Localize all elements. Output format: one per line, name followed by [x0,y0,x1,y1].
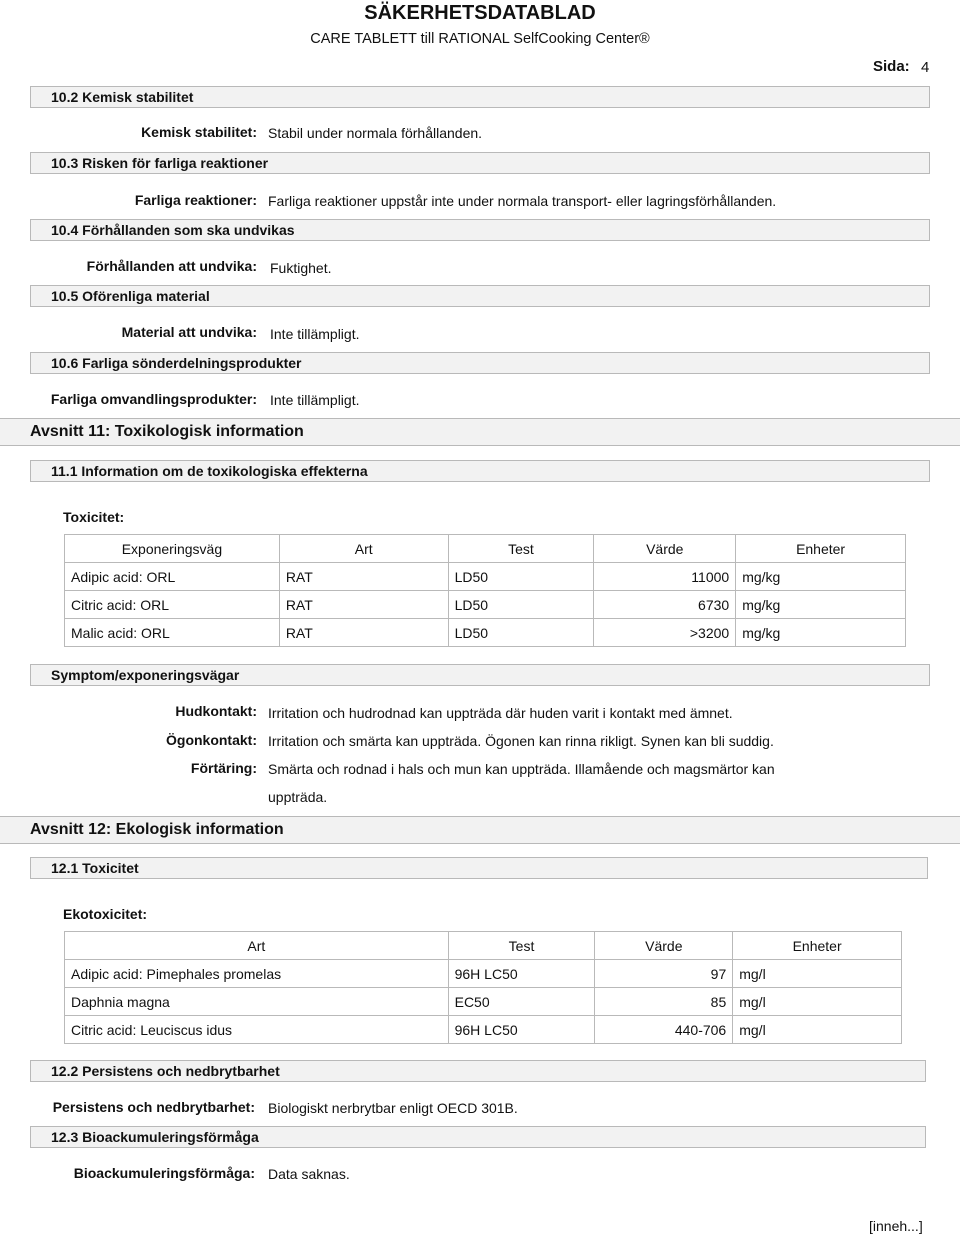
conditions-to-avoid-label: Förhållanden att undvika: [86,258,257,274]
table-row [65,591,906,619]
toxicity-label: Toxicitet: [63,509,125,525]
table-cell: LD50 [448,591,594,619]
table-cell: mg/kg [736,619,906,647]
table-cell: RAT [279,591,448,619]
eye-contact-value: Irritation och smärta kan uppträda. Ögonen kan rinna rikligt. Synen kan bli suddig. [268,733,774,749]
column-header: Enheter [733,932,902,960]
table-cell: RAT [279,563,448,591]
table-cell: mg/kg [736,563,906,591]
eye-contact-label: Ögonkontakt: [166,732,257,748]
subsection-11-1-heading: 11.1 Information om de toxikologiska effekterna [30,460,930,482]
column-header: Art [65,932,449,960]
subsection-12-1-heading: 12.1 Toxicitet [30,857,928,879]
ingestion-value: Smärta och rodnad i hals och mun kan uppträda. Illamående och magsmärtor kan [268,761,775,777]
subsection-12-3-heading: 12.3 Bioackumuleringsförmåga [30,1126,926,1148]
continuation-marker: [inneh...] [869,1218,923,1234]
subsection-10-6-heading: 10.6 Farliga sönderdelningsprodukter [30,352,930,374]
persistence-value: Biologiskt nerbrytbar enligt OECD 301B. [268,1100,518,1116]
table-cell: Adipic acid: ORL [65,563,280,591]
conditions-to-avoid-value: Fuktighet. [270,260,332,276]
chemical-stability-value: Stabil under normala förhållanden. [268,125,483,141]
column-header: Art [279,535,448,563]
hazardous-reactions-label: Farliga reaktioner: [134,192,257,208]
table-row [65,1016,902,1044]
subsection-10-3-heading: 10.3 Risken för farliga reaktioner [30,152,930,174]
ingestion-value-continued: uppträda. [268,789,328,805]
subsection-10-4-heading: 10.4 Förhållanden som ska undvikas [30,219,930,241]
subsection-10-2-heading: 10.2 Kemisk stabilitet [30,86,930,108]
table-row [65,988,902,1016]
table-cell: EC50 [448,988,595,1016]
table-cell: mg/l [733,960,902,988]
subsection-10-5-heading: 10.5 Oförenliga material [30,285,930,307]
ingestion-label: Förtäring: [190,760,257,776]
decomposition-products-value: Inte tillämpligt. [270,392,360,408]
table-cell: RAT [279,619,448,647]
toxicity-table [64,534,906,647]
table-cell: mg/l [733,1016,902,1044]
product-name: CARE TABLETT till RATIONAL SelfCooking Center® [310,31,650,47]
column-header: Enheter [736,535,906,563]
column-header: Test [448,932,595,960]
table-header-row [65,932,902,960]
table-cell: Malic acid: ORL [65,619,280,647]
table-cell: Citric acid: Leuciscus idus [65,1016,449,1044]
table-cell: 97 [595,960,733,988]
section-12-heading: Avsnitt 12: Ekologisk information [0,816,960,844]
table-cell: Citric acid: ORL [65,591,280,619]
decomposition-products-label: Farliga omvandlingsprodukter: [50,391,257,407]
document-title: SÄKERHETSDATABLAD [364,2,596,24]
chemical-stability-label: Kemisk stabilitet: [141,124,257,140]
table-header-row [65,535,906,563]
table-cell: LD50 [448,619,594,647]
incompatible-materials-value: Inte tillämpligt. [270,326,360,342]
hazardous-reactions-value: Farliga reaktioner uppstår inte under normala transport- eller lagringsförhållanden. [268,193,777,209]
column-header: Värde [594,535,736,563]
ecotoxicity-table [64,931,902,1044]
table-row [65,619,906,647]
column-header: Värde [595,932,733,960]
table-cell: 11000 [594,563,736,591]
page-number: 4 [921,59,930,76]
table-cell: 6730 [594,591,736,619]
table-cell: Daphnia magna [65,988,449,1016]
page-label: Sida: [873,58,910,75]
table-cell: Adipic acid: Pimephales promelas [65,960,449,988]
table-row [65,563,906,591]
table-cell: mg/l [733,988,902,1016]
table-cell: 96H LC50 [448,960,595,988]
section-11-heading: Avsnitt 11: Toxikologisk information [0,418,960,446]
table-cell: LD50 [448,563,594,591]
column-header: Test [448,535,594,563]
skin-contact-value: Irritation och hudrodnad kan uppträda där huden varit i kontakt med ämnet. [268,705,733,721]
skin-contact-label: Hudkontakt: [175,703,257,719]
bioaccumulation-value: Data saknas. [268,1166,350,1182]
ecotoxicity-label: Ekotoxicitet: [63,906,148,922]
incompatible-materials-label: Material att undvika: [121,324,257,340]
symptoms-heading: Symptom/exponeringsvägar [30,664,930,686]
persistence-label: Persistens och nedbrytbarhet: [52,1099,255,1115]
table-row [65,960,902,988]
table-cell: mg/kg [736,591,906,619]
table-cell: 440-706 [595,1016,733,1044]
column-header: Exponeringsväg [65,535,280,563]
table-cell: 85 [595,988,733,1016]
bioaccumulation-label: Bioackumuleringsförmåga: [73,1165,255,1181]
subsection-12-2-heading: 12.2 Persistens och nedbrytbarhet [30,1060,926,1082]
table-cell: >3200 [594,619,736,647]
table-cell: 96H LC50 [448,1016,595,1044]
